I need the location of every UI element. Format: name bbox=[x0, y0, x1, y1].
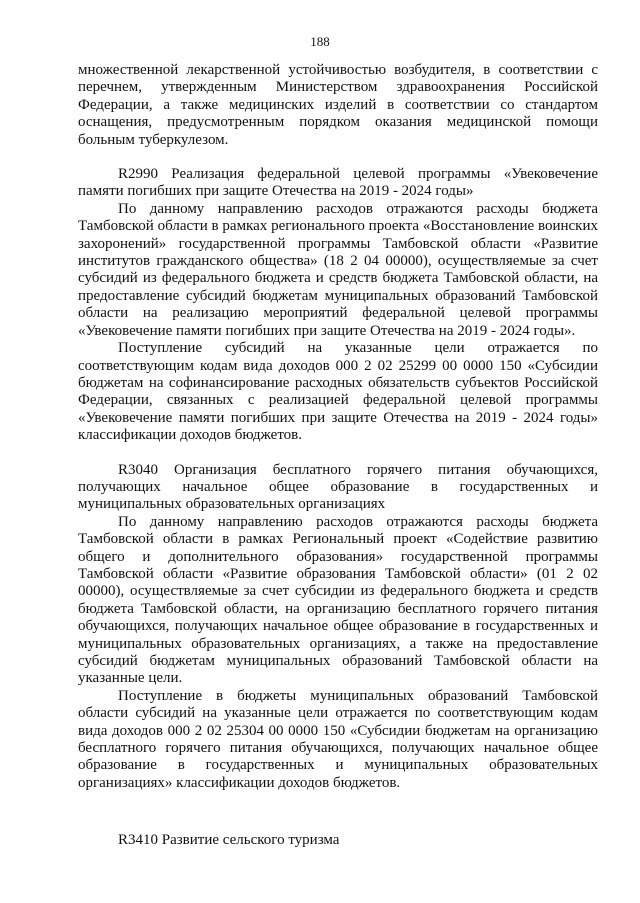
paragraph-r2990-income: Поступление субсидий на указанные цели отражается по соответствующим кодам вида доходов 000 2 02 25299 00 0000 150 «Субсидии бюджетам на софинансирование расходных обязательств субъектов Российской Федерации, связанных с реализацией федеральной целевой программы «Увековечение памяти погибших при защите Отечества на 2019 - 2024 годы» классификации доходов бюджетов. bbox=[78, 340, 598, 444]
paragraph-r2990-expenses: По данному направлению расходов отражаются расходы бюджета Тамбовской области в рамках регионального проекта «Восстановление воинских захоронений» государственной программы Тамбовской области «Развитие институтов гражданского общества» (18 2 04 00000), осуществляемые за счет субсидий из федерального бюджета и средств бюджета Тамбовской области, на предоставление субсидий бюджетам муниципальных образований Тамбовской области на реализацию мероприятий федеральной целевой программы «Увековечение памяти погибших при защите Отечества на 2019 - 2024 годы». bbox=[78, 200, 598, 339]
section-heading-r2990: R2990 Реализация федеральной целевой программы «Увековечение памяти погибших при защите Отечества на 2019 - 2024 годы» bbox=[78, 166, 598, 200]
paragraph-tuberculosis-continuation: множественной лекарственной устойчивостью возбудителя, в соответствии с перечнем, утвержденным Министерством здравоохранения Российской Федерации, а также медицинских изделий в соответствии со стандартом оснащения, предусмотренным порядком оказания медицинской помощи больным туберкулезом. bbox=[78, 62, 598, 148]
paragraph-r3040-income: Поступление в бюджеты муниципальных образований Тамбовской области субсидий на указанные цели отражается по соответствующим кодам вида доходов 000 2 02 25304 00 0000 150 «Субсидии бюджетам на организацию бесплатного горячего питания обучающихся, получающих начальное общее образование в государственных и муниципальных образовательных организациях» классификации доходов бюджетов. bbox=[78, 687, 598, 791]
document-body bbox=[78, 62, 598, 850]
section-heading-r3410: R3410 Развитие сельского туризма bbox=[118, 832, 340, 849]
section-heading-r3040: R3040 Организация бесплатного горячего питания обучающихся, получающих начальное общее образование в государственных и муниципальных образовательных организациях bbox=[78, 461, 598, 513]
page-number: 188 bbox=[310, 34, 330, 49]
paragraph-r3040-expenses: По данному направлению расходов отражаются расходы бюджета Тамбовской области в рамках Региональный проект «Содействие развитию общего и дополнительного образования» государственной программы Тамбовской области «Развитие образования Тамбовской области» (01 2 02 00000), осуществляемые за счет субсидии из федерального бюджета и средств бюджета Тамбовской области, на организацию бесплатного горячего питания обучающихся, получающих начальное общее образование в государственных и муниципальных образовательных организациях, а также на предоставление субсидий бюджетам муниципальных образований Тамбовской области на указанные цели. bbox=[78, 513, 598, 687]
